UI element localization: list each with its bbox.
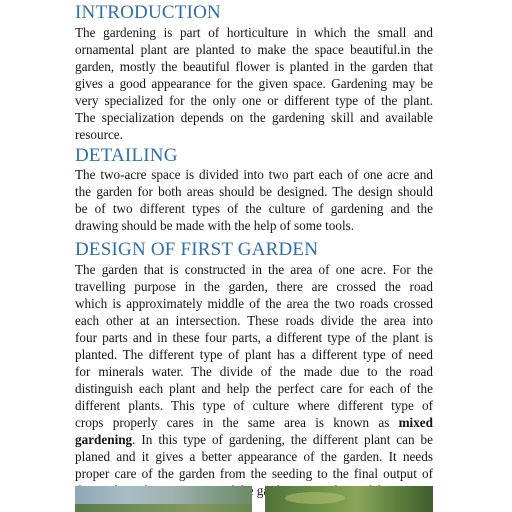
text-line: the garden for both areas should be designed. The design should (75, 184, 433, 199)
text-line: resource. (75, 127, 123, 142)
section-heading-introduction: INTRODUCTION (75, 2, 221, 23)
text-line: each other at an intersection. These roads divide the area into (75, 313, 433, 328)
text-line-with-bold (75, 431, 433, 448)
text-line: four parts and in these four parts, a different type of the plant is (75, 330, 433, 345)
bold-term-mixed: mixed (398, 415, 433, 430)
text-line: which is approximately middle of the area the two roads crossed (75, 296, 433, 311)
text-line: The garden that is constructed in the area of one acre. For the (75, 262, 433, 277)
paragraph-introduction (75, 24, 433, 143)
text-line: garden, mostly the beautiful flower is planted in the garden that (75, 59, 433, 74)
text-line: different plants. This type of culture where different type of (75, 398, 433, 413)
text-line: The two-acre space is divided into two part each of one acre and (75, 167, 433, 182)
text-line: The gardening is part of horticulture in which the small and (75, 25, 433, 40)
text-line: planed and it gives a better appearance of the garden. It needs (75, 449, 433, 464)
text-line: travelling purpose in the garden, there are crossed the road (75, 279, 433, 294)
text-line-with-bold (75, 414, 433, 431)
text-fragment: crops properly cares in the same area is known as (75, 415, 399, 430)
text-line: The specialization depends on the gardening skill and available (75, 110, 433, 125)
text-line: planted. The different type of plant has a different type of need (75, 347, 433, 362)
paragraph-detailing (75, 166, 433, 234)
section-heading-design-first-garden: DESIGN OF FIRST GARDEN (75, 239, 319, 260)
text-line: drawing should be made with the help of some tools. (75, 218, 355, 233)
text-fragment: . In this type of gardening, the different plant can be (132, 432, 433, 447)
text-line: very specialized for the only one or different type of the plant. (75, 93, 433, 108)
text-line: proper care of the garden from the seeding to the final output of (75, 466, 433, 481)
text-line: gives a good appearance for the given space. Gardening may be (75, 76, 433, 91)
garden-photo-left (75, 486, 252, 512)
text-line: ornamental plant are planted to make the space beautiful.in the (75, 42, 433, 57)
text-line: for minerals water. The divide of the made due to the road (75, 364, 433, 379)
paragraph-design-first-garden (75, 261, 433, 499)
text-line: distinguish each plant and help the perfect care for each of the (75, 381, 433, 396)
section-heading-detailing: DETAILING (75, 145, 178, 166)
bold-term-gardening: gardening (75, 432, 133, 447)
text-line: be of two different types of the culture of gardening and the (75, 201, 433, 216)
garden-photos (75, 486, 433, 512)
garden-photo-right (265, 486, 433, 512)
